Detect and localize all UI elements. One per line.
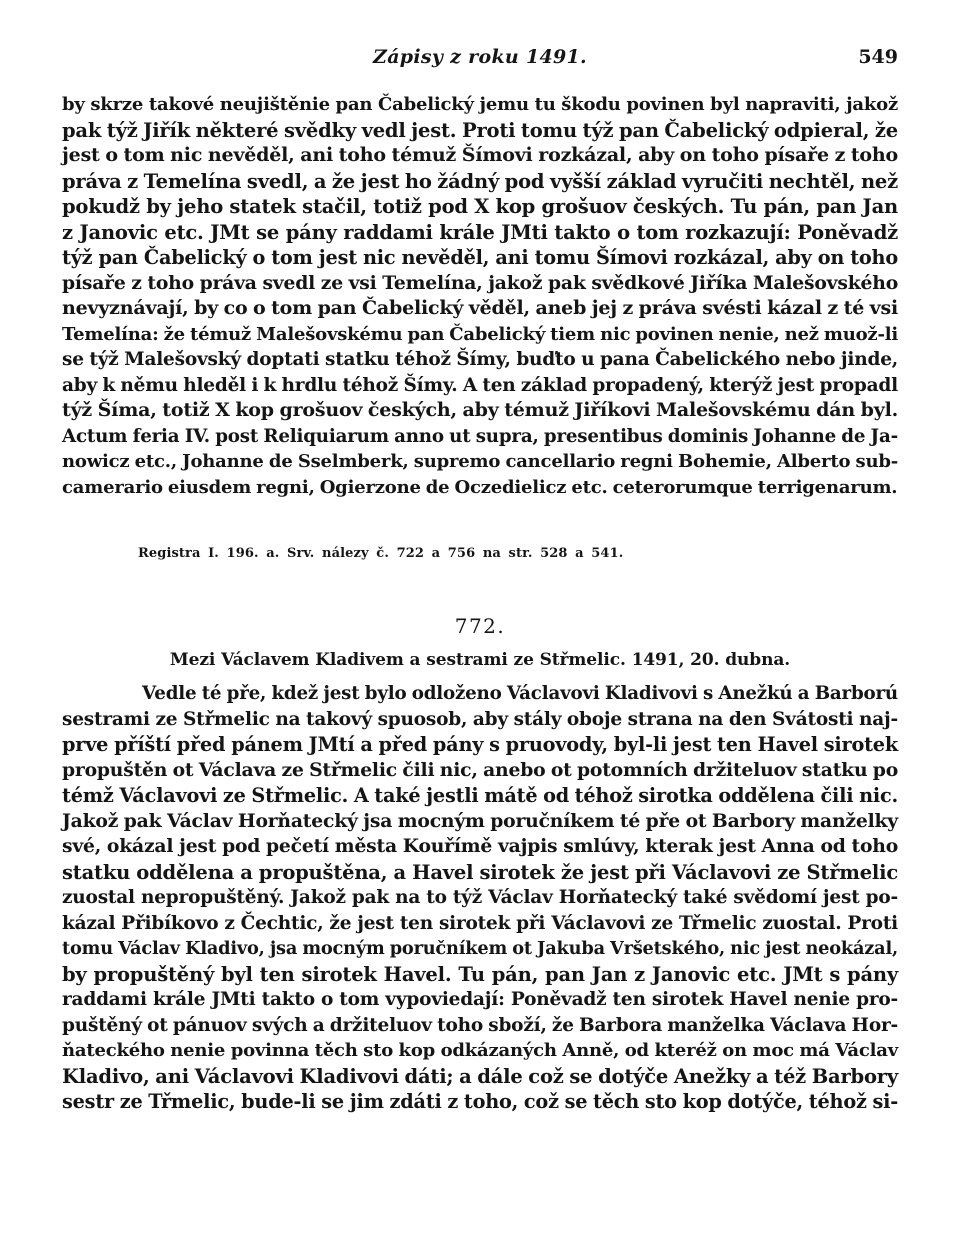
text-line: písaře z toho práva svedl ze vsi Temelína, jakož pak svědkové Jiříka Malešovského	[62, 271, 898, 294]
page-number: 549	[858, 46, 898, 68]
text-line: aby k němu hleděl i k hrdlu téhož Šímy. A ten základ propadený, kterýž jest propadl	[62, 374, 898, 396]
text-line: nevyznávají, by co o tom pan Čabelický věděl, aneb jej z práva svésti kázal z té vsi	[62, 297, 898, 319]
text-line: sestr ze Třmelic, bude-li se jim zdáti z toho, což se těch sto kop dotýče, téhož si-	[62, 1090, 898, 1113]
text-line: Actum feria IV. post Reliquiarum anno ut supra, presentibus dominis Johanne de Ja-	[62, 425, 898, 447]
text-line: Temelína: že témuž Malešovskému pan Čabelický tiem nic povinen nenie, než muož-li	[62, 323, 898, 345]
text-line: tomu Václav Kladivo, jsa mocným poručníkem ot Jakuba Vršetského, nic jest neokázal,	[62, 938, 898, 959]
text-line: z Janovic etc. JMt se pány raddami krále JMti takto o tom rozkazují: Poněvadž	[62, 220, 898, 244]
text-line: nowicz etc., Johanne de Sselmberk, supremo cancellario regni Bohemie, Alberto sub-	[62, 451, 898, 472]
text-line: sestrami ze Střmelic na takový spuosob, aby stály oboje strana na den Svátosti naj-	[62, 708, 898, 730]
text-line: se týž Malešovský doptati statku téhož Šímy, buďto u pana Čabelického nebo jinde,	[62, 349, 898, 370]
text-line: statku oddělena a propuštěna, a Havel sirotek že jest při Václavovi ze Střmelic	[62, 860, 898, 884]
text-line: raddami krále JMti takto o tom vypoviedají: Poněvadž ten sirotek Havel nenie pro-	[62, 989, 898, 1010]
text-line: Kladivo, ani Václavovi Kladivovi dáti; a dále což se dotýče Anežky a též Barbory	[62, 1064, 898, 1088]
text-line: pak týž Jiřík některé svědky vedl jest. Proti tomu týž pan Čabelický odpieral, že	[62, 118, 898, 142]
text-line: puštěný ot pánuov svých a držiteluov toho sboží, že Barbora manželka Václava Hor-	[62, 1014, 898, 1036]
text-line: Jakož pak Václav Horňatecký jsa mocným poručníkem té pře ot Barbory manželky	[62, 809, 898, 832]
text-line: camerario eiusdem regni, Ogierzone de Oczedielicz etc. ceterorumque terrigenarum.	[62, 476, 898, 498]
running-title: Zápisy z roku 1491.	[373, 46, 587, 68]
section-text-block	[62, 681, 898, 1115]
text-line: týž Šíma, totiž X kop grošuov českých, aby témuž Jiříkovi Malešovskému dán byl.	[62, 399, 898, 421]
text-line: Vedle té pře, kdež jest bylo odloženo Václavovi Kladivovi s Anežkú a Barború	[142, 683, 898, 704]
text-line: by skrze takové neujištěnie pan Čabelický jemu tu škodu povinen byl napraviti, jakož	[62, 94, 898, 115]
document-number: 772.	[454, 614, 506, 638]
text-line: by propuštěný byl ten sirotek Havel. Tu pán, pan Jan z Janovic etc. JMt s pány	[62, 962, 898, 986]
text-line: týž pan Čabelický o tom jest nic nevěděl, ani tomu Šímovi rozkázal, aby on toho	[62, 246, 898, 269]
text-line: zuostal nepropuštěný. Jakož pak na to týž Václav Horňatecký také svědomí jest po-	[62, 887, 898, 908]
text-line: své, okázal jest pod pečetí města Kouřímě vajpis smlúvy, kterak jest Anna od toho	[62, 835, 898, 857]
running-header	[62, 46, 898, 72]
text-line: pokudž by jeho statek stačil, totiž pod X kop grošuov českých. Tu pán, pan Jan	[62, 195, 898, 218]
source-note: Registra I. 196. a. Srv. nálezy č. 722 a 756 na str. 528 a 541.	[138, 546, 624, 561]
text-line: kázal Přibíkovo z Čechtic, že jest ten sirotek při Václavovi ze Třmelic zuostal. Proti	[62, 912, 898, 934]
text-line: propuštěn ot Václava ze Střmelic čili nic, anebo ot potomních držiteluov statku po	[62, 758, 898, 781]
text-line: prve příští před pánem JMtí a před pány s pruovody, byl-li jest ten Havel sirotek	[62, 733, 898, 756]
continued-text-block	[62, 92, 898, 500]
text-line: ňateckého nenie povinna těch sto kop odkázaných Anně, od kteréž on moc má Václav	[62, 1040, 898, 1061]
text-line: jest o tom nic nevěděl, ani toho témuž Šímovi rozkázal, aby on toho písaře z toho	[62, 144, 898, 166]
text-line: témž Václavovi ze Střmelic. A také jestli mátě od téhož sirotka oddělena čili nic.	[62, 784, 898, 807]
text-line: práva z Temelína svedl, a že jest ho žádný pod vyšší základ vyručiti nechtěl, než	[62, 169, 898, 193]
document-heading: Mezi Václavem Kladivem a sestrami ze Střmelic. 1491, 20. dubna.	[169, 650, 791, 670]
